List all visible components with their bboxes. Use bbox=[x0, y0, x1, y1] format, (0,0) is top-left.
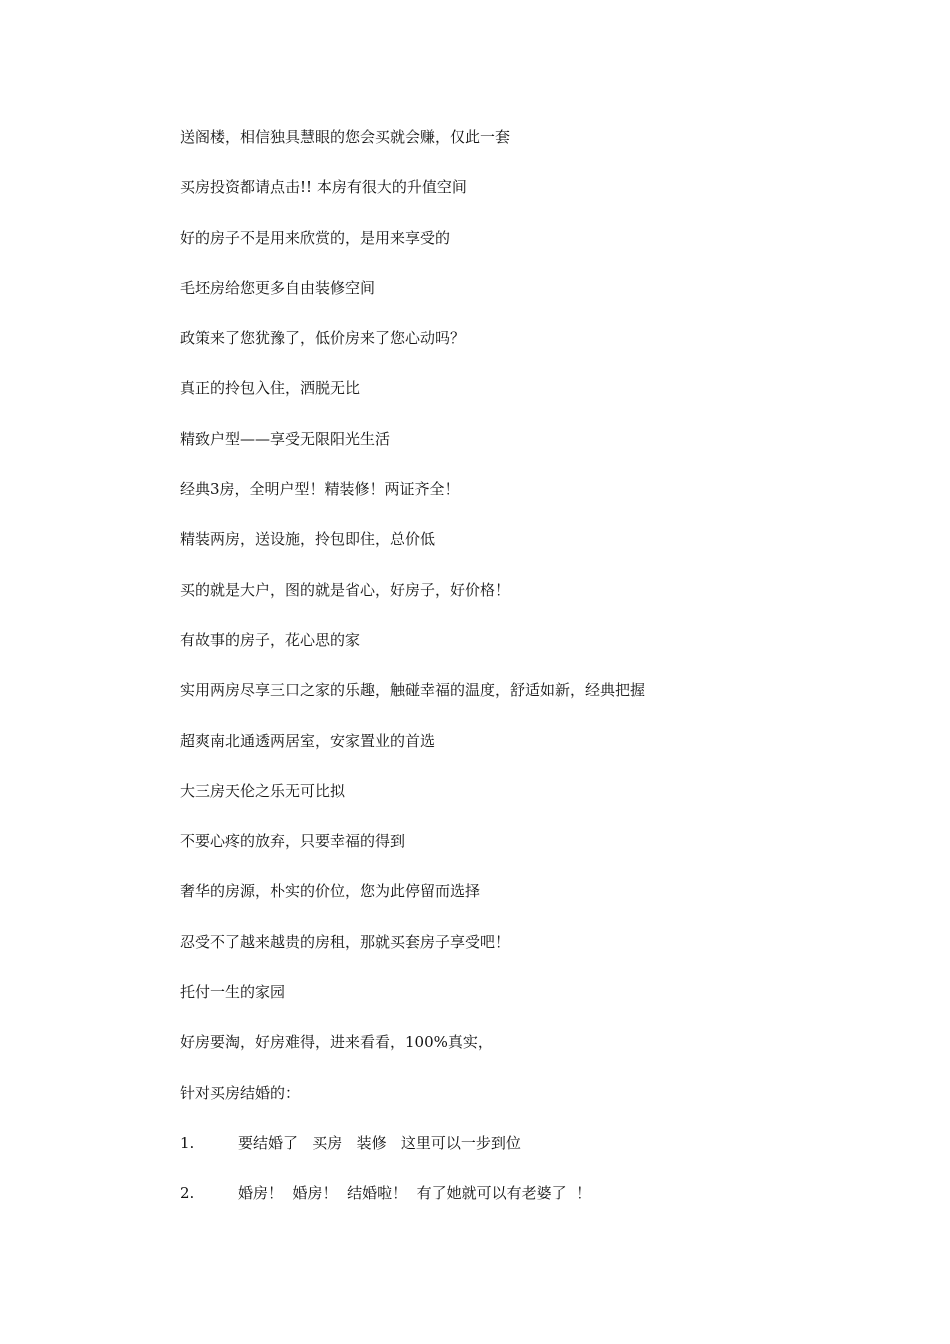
text-line-20: 针对买房结婚的： bbox=[180, 1083, 301, 1102]
item-text: 要结婚了 买房 装修 这里可以一步到位 bbox=[238, 1133, 521, 1152]
text-line-11: 有故事的房子，花心思的家 bbox=[180, 630, 361, 649]
text-line-9: 精装两房，送设施，拎包即住，总价低 bbox=[180, 530, 436, 549]
numbered-item-1 bbox=[180, 1132, 880, 1182]
text-line-2: 买房投资都请点击!! 本房有很大的升值空间 bbox=[180, 178, 467, 197]
text-line-7: 精致户型——享受无限阳光生活 bbox=[180, 429, 391, 448]
text-line-15: 不要心疼的放弃，只要幸福的得到 bbox=[180, 832, 406, 851]
item-text: 婚房！ 婚房！ 结婚啦！ 有了她就可以有老婆了 ！ bbox=[238, 1184, 592, 1203]
document-body bbox=[180, 126, 880, 1233]
text-line-17: 忍受不了越来越贵的房租，那就买套房子享受吧！ bbox=[180, 932, 511, 951]
text-line-5: 政策来了您犹豫了，低价房来了您心动吗？ bbox=[180, 329, 466, 348]
text-line-1: 送阁楼，相信独具慧眼的您会买就会赚，仅此一套 bbox=[180, 128, 511, 146]
text-line-14: 大三房天伦之乐无可比拟 bbox=[180, 781, 346, 800]
text-line-16: 奢华的房源，朴实的价位，您为此停留而选择 bbox=[180, 882, 481, 901]
text-line-6: 真正的拎包入住，洒脱无比 bbox=[180, 379, 361, 398]
item-number: 1. bbox=[180, 1133, 195, 1152]
text-line-13: 超爽南北通透两居室，安家置业的首选 bbox=[180, 731, 436, 750]
text-line-19: 好房要淘，好房难得，进来看看，100%真实， bbox=[180, 1033, 493, 1052]
text-line-3: 好的房子不是用来欣赏的，是用来享受的 bbox=[180, 228, 451, 247]
item-number: 2. bbox=[180, 1184, 195, 1203]
numbered-item-2 bbox=[180, 1182, 880, 1232]
text-line-8: 经典3房，全明户型！精装修！两证齐全！ bbox=[180, 480, 460, 499]
text-line-12: 实用两房尽享三口之家的乐趣，触碰幸福的温度，舒适如新，经典把握 bbox=[180, 681, 646, 700]
text-line-18: 托付一生的家园 bbox=[180, 983, 286, 1002]
text-line-4: 毛坯房给您更多自由装修空间 bbox=[180, 278, 376, 297]
text-line-10: 买的就是大户，图的就是省心，好房子，好价格！ bbox=[180, 580, 511, 599]
